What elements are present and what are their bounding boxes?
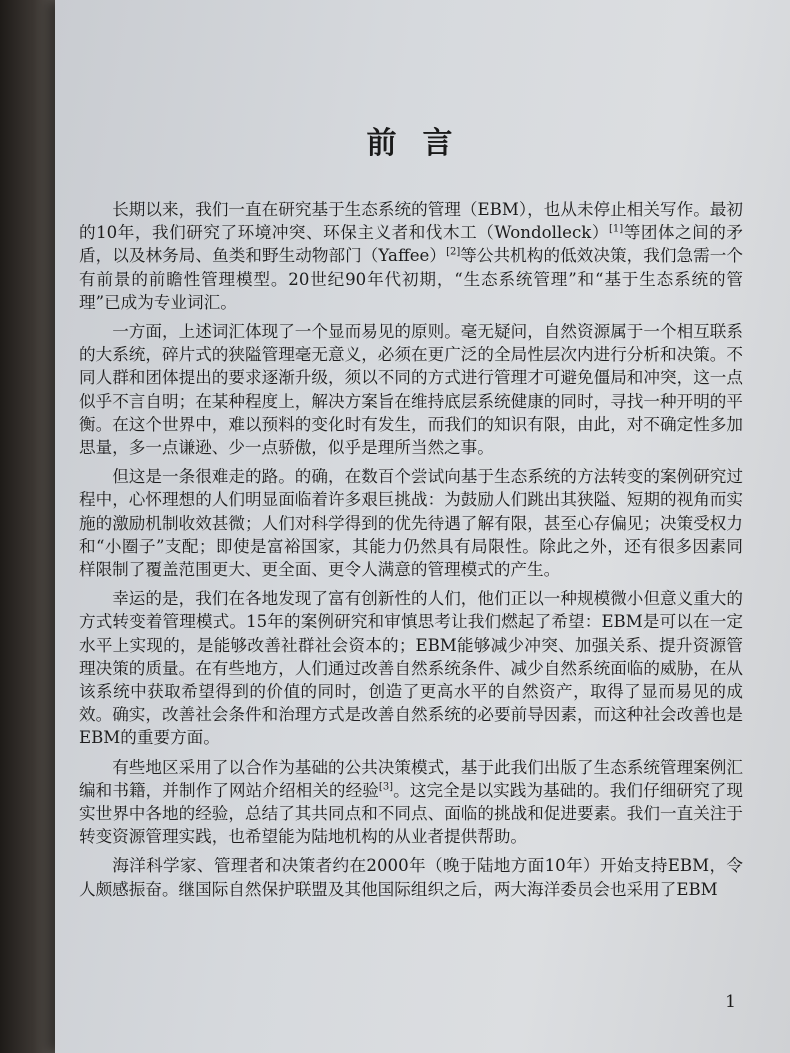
paragraph-5-part-2: 。这完全是以实践为基础的。我们仔细研究了现实世界中各地的经验，总结了其共同点和不同点、面临的挑战和促进要素。我们一直关注于转变资源管理实践，也希望能为陆地机构的从业者提供帮助。: [79, 780, 744, 847]
paragraph-1-part-3: 等公共机构的低效决策，我们急需一个有前景的前瞻性管理模型。20世纪90年代初期，“生态系统管理”和“基于生态系统的管理”已成为专业词汇。: [79, 246, 743, 312]
paragraph-3: 但这是一条很难走的路。的确，在数百个尝试向基于生态系统的方法转变的案例研究过程中，心怀理想的人们明显面临着许多艰巨挑战：为鼓励人们跳出其狭隘、短期的视角而实施的激励机制收效甚微；人们对科学得到的优先待遇了解有限，甚至心存偏见；决策受权力和“小圈子”支配；即使是富裕国家，其能力仍然具有局限性。除此之外，还有很多因素同样限制了覆盖范围更大、更全面、更令人满意的管理模式的产生。: [79, 467, 743, 580]
page-title: 前言: [366, 126, 479, 161]
paragraph-2: 一方面，上述词汇体现了一个显而易见的原则。毫无疑问，自然资源属于一个相互联系的大系统，碎片式的狭隘管理毫无意义，必须在更广泛的全局性层次内进行分析和决策。不同人群和团体提出的要求逐渐升级，须以不同的方式进行管理才可避免僵局和冲突，这一点似乎不言自明；在某种程度上，解决方案旨在维持底层系统健康的同时，寻找一种开明的平衡。在这个世界中，难以预料的变化时有发生，而我们的知识有限，由此，对不确定性多加思量，多一点谦逊、少一点骄傲，似乎是理所当然之事。: [79, 322, 743, 458]
citation-3: [3]: [378, 781, 394, 793]
citation-2: [2]: [446, 246, 461, 258]
paragraph-1-part-2: 等团体之间的矛盾，以及林务局、鱼类和野生动物部门（Yaffee）: [79, 223, 743, 266]
body-text: [79, 198, 743, 907]
paragraph-4: 幸运的是，我们在各地发现了富有创新性的人们，他们正以一种规模微小但意义重大的方式转变着管理模式。15年的案例研究和审慎思考让我们燃起了希望：EBM是可以在一定水平上实现的，是能够改善社群社会资本的；EBM能够减少冲突、加强关系、提升资源管理决策的质量。在有些地方，人们通过改善自然系统条件、减少自然系统面临的威胁，在从该系统中获取希望得到的价值的同时，创造了更高水平的自然资产，取得了显而易见的成效。确实，改善社会条件和治理方式是改善自然系统的必要前导因素，而这种社会改善也是EBM的重要方面。: [79, 589, 743, 748]
book-page: [55, 0, 790, 1053]
page-number: 1: [725, 992, 736, 1012]
paragraph-6: 海洋科学家、管理者和决策者约在2000年（晚于陆地方面10年）开始支持EBM，令人颇感振奋。继国际自然保护联盟及其他国际组织之后，两大海洋委员会也采用了EBM: [79, 856, 743, 899]
paragraph-5: [79, 756, 743, 849]
paragraph-5-part-1: 有些地区采用了以合作为基础的公共决策模式，基于此我们出版了生态系统管理案例汇编和书籍，并制作了网站介绍相关的经验: [79, 757, 743, 800]
paragraph-1: [79, 198, 743, 314]
citation-1: [1]: [609, 223, 624, 235]
book-spine-shadow: [0, 0, 55, 1053]
paragraph-1-part-1: 长期以来，我们一直在研究基于生态系统的管理（EBM），也从未停止相关写作。最初的10年，我们研究了环境冲突、环保主义者和伐木工（Wondolleck）: [79, 200, 743, 243]
